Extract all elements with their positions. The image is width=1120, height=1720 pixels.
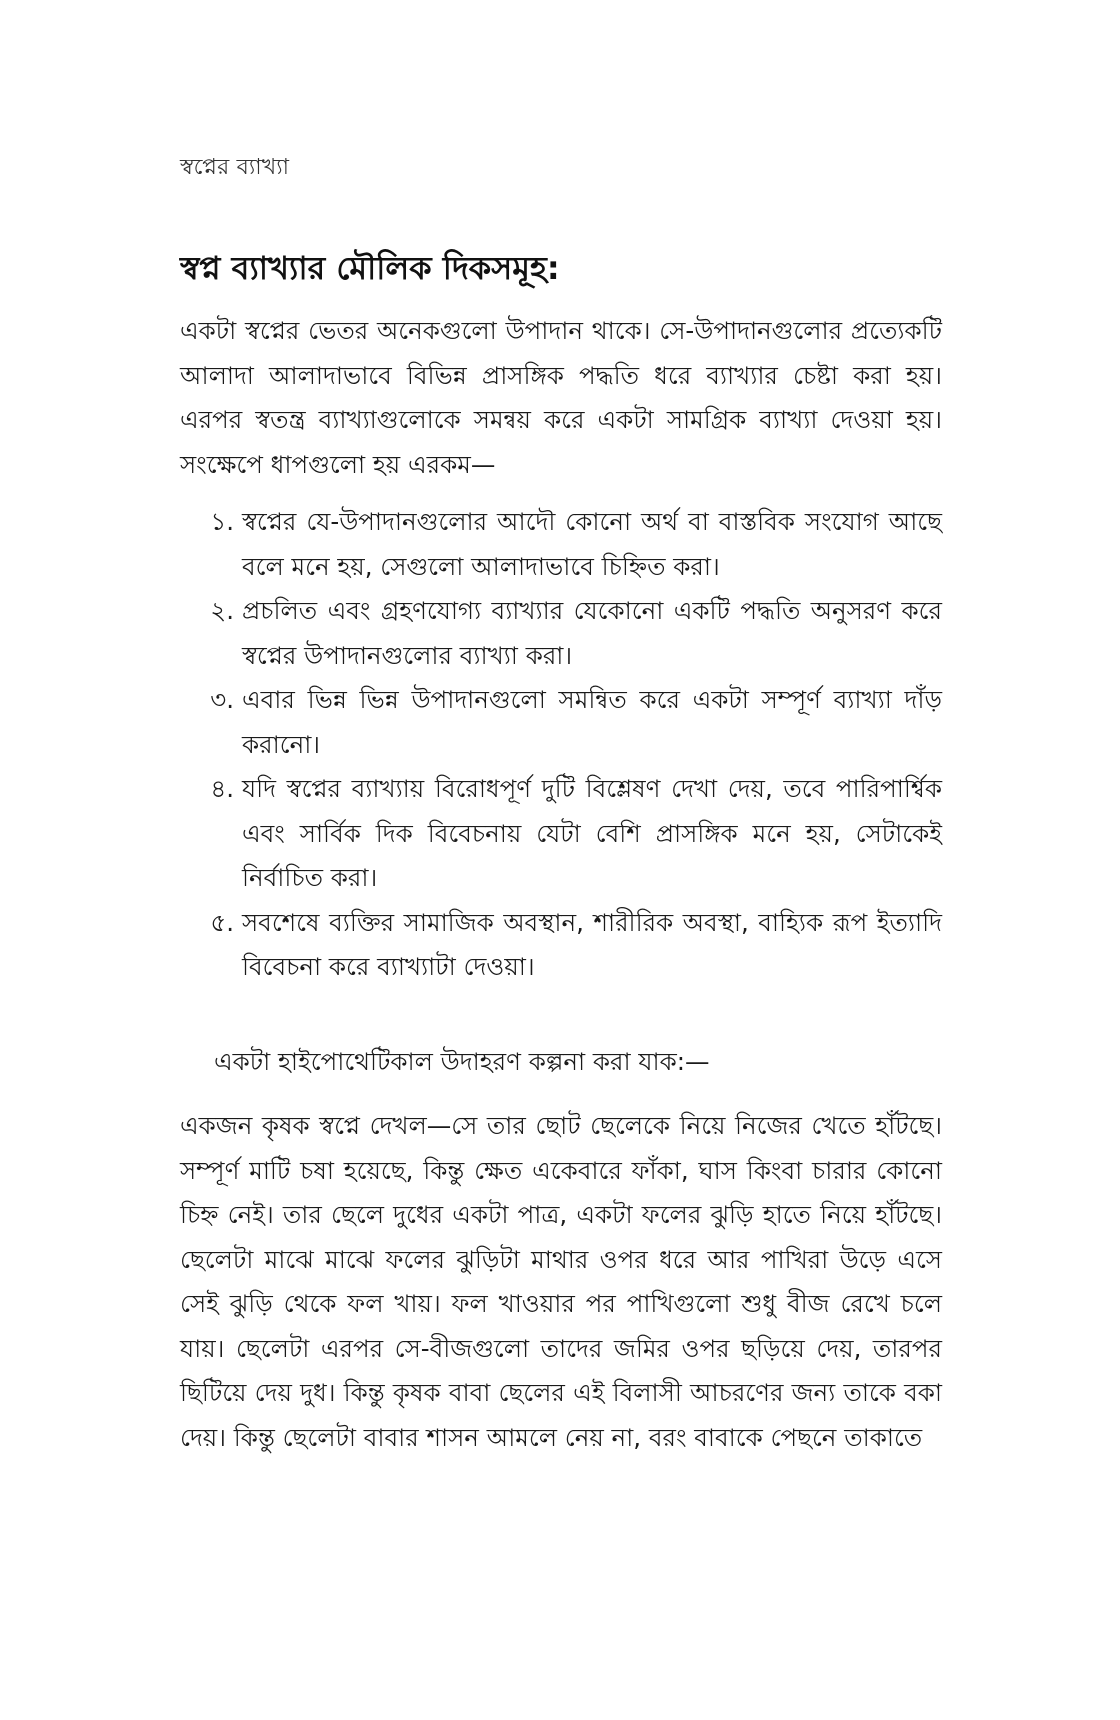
- example-intro: একটা হাইপোথেটিকাল উদাহরণ কল্পনা করা যাক:—: [214, 1047, 710, 1076]
- step-number: ৪.: [210, 774, 234, 803]
- intro-paragraph: একটা স্বপ্নের ভেতর অনেকগুলো উপাদান থাকে। সে-উপাদানগুলোর প্রত্যেকটি আলাদা আলাদাভাবে বিভিন্ন প্রাসঙ্গিক পদ্ধতি ধরে ব্যাখ্যার চেষ্টা করা হয়। এরপর স্বতন্ত্র ব্যাখ্যাগুলোকে সমন্বয় করে একটা সামগ্রিক ব্যাখ্যা দেওয়া হয়। সংক্ষেপে ধাপগুলো হয় এরকম—: [180, 316, 942, 479]
- list-item: [180, 901, 942, 990]
- step-number: ৫.: [210, 907, 234, 937]
- list-item: [180, 767, 942, 901]
- list-item: [180, 589, 942, 678]
- step-text: যদি স্বপ্নের ব্যাখ্যায় বিরোধপূর্ণ দুটি বিশ্লেষণ দেখা দেয়, তবে পারিপার্শ্বিক এবং সার্বিক দিক বিবেচনায় যেটা বেশি প্রাসঙ্গিক মনে হয়, সেটাকেই নির্বাচিত করা।: [242, 774, 942, 892]
- steps-list: [180, 500, 942, 990]
- story-paragraph: একজন কৃষক স্বপ্নে দেখল—সে তার ছোট ছেলেকে নিয়ে নিজের খেতে হাঁটছে। সম্পূর্ণ মাটি চষা হয়েছে, কিন্তু ক্ষেত একেবারে ফাঁকা, ঘাস কিংবা চারার কোনো চিহ্ন নেই। তার ছেলে দুধের একটা পাত্র, একটা ফলের ঝুড়ি হাতে নিয়ে হাঁটছে। ছেলেটা মাঝে মাঝে ফলের ঝুড়িটা মাথার ওপর ধরে আর পাখিরা উড়ে এসে সেই ঝুড়ি থেকে ফল খায়। ফল খাওয়ার পর পাখিগুলো শুধু বীজ রেখে চলে যায়। ছেলেটা এরপর সে-বীজগুলো তাদের জমির ওপর ছড়িয়ে দেয়, তারপর ছিটিয়ে দেয় দুধ। কিন্তু কৃষক বাবা ছেলের এই বিলাসী আচরণের জন্য তাকে বকা দেয়। কিন্তু ছেলেটা বাবার শাসন আমলে নেয় না, বরং বাবাকে পেছনে তাকাতে: [180, 1111, 942, 1452]
- step-text: সবশেষে ব্যক্তির সামাজিক অবস্থান, শারীরিক অবস্থা, বাহ্যিক রূপ ইত্যাদি বিবেচনা করে ব্যাখ্যাটা দেওয়া।: [242, 907, 942, 981]
- step-number: ১.: [210, 507, 234, 536]
- step-number: ২.: [210, 596, 234, 625]
- step-text: স্বপ্নের যে-উপাদানগুলোর আদৌ কোনো অর্থ বা বাস্তবিক সংযোগ আছে বলে মনে হয়, সেগুলো আলাদাভাবে চিহ্নিত করা।: [242, 507, 942, 581]
- list-item: [180, 678, 942, 767]
- step-text: প্রচলিত এবং গ্রহণযোগ্য ব্যাখ্যার যেকোনো একটি পদ্ধতি অনুসরণ করে স্বপ্নের উপাদানগুলোর ব্যাখ্যা করা।: [242, 596, 942, 670]
- section-title: স্বপ্ন ব্যাখ্যার মৌলিক দিকসমূহ:: [180, 249, 560, 287]
- list-item: [180, 500, 942, 589]
- step-text: এবার ভিন্ন ভিন্ন উপাদানগুলো সমন্বিত করে একটা সম্পূর্ণ ব্যাখ্যা দাঁড় করানো।: [242, 685, 942, 759]
- running-header: স্বপ্নের ব্যাখ্যা: [180, 155, 290, 180]
- step-number: ৩.: [210, 685, 234, 714]
